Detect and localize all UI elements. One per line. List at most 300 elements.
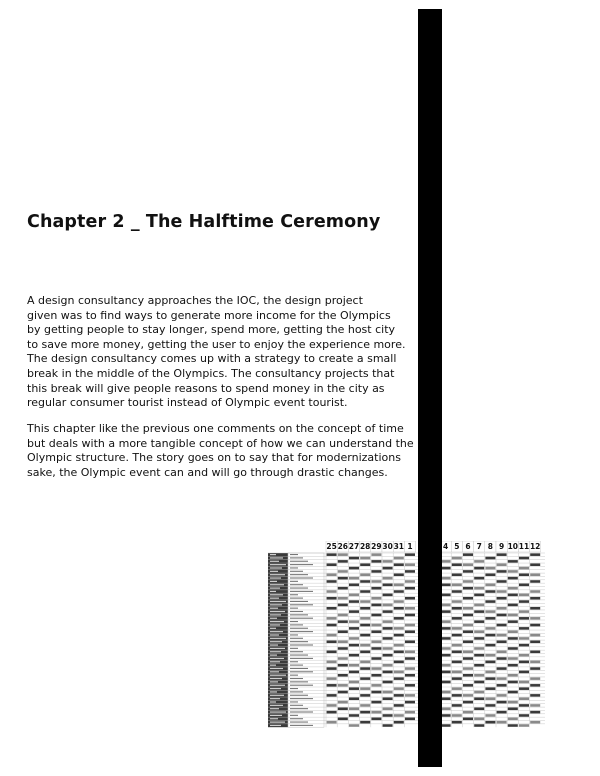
event-session-cell [371, 641, 381, 644]
event-session-cell [485, 617, 495, 620]
event-session-cell [441, 664, 451, 667]
event-session-cell [508, 604, 518, 607]
event-session-cell [497, 607, 507, 610]
event-session-cell [338, 587, 348, 590]
event-session-cell [371, 674, 381, 677]
event-session-cell [383, 604, 393, 607]
event-session-cell [441, 577, 451, 580]
event-session-cell [327, 711, 337, 714]
event-session-cell [371, 560, 381, 563]
event-session-cell [452, 651, 462, 654]
sport-name-text [270, 614, 281, 615]
event-session-cell [485, 704, 495, 707]
event-session-cell [497, 651, 507, 654]
sport-name-text [270, 611, 285, 612]
sport-name-text [270, 648, 285, 649]
text-line: given was to find ways to generate more income for the Olympics [27, 308, 391, 322]
event-session-cell [497, 667, 507, 670]
event-session-cell [349, 610, 359, 613]
event-session-cell [485, 557, 495, 560]
event-session-cell [383, 671, 393, 674]
event-session-cell [452, 617, 462, 620]
event-session-cell [405, 684, 415, 687]
event-session-cell [405, 718, 415, 721]
event-session-cell [485, 644, 495, 647]
sport-name-text [270, 638, 286, 639]
event-name-text [290, 561, 308, 562]
event-session-cell [405, 657, 415, 660]
day-number: 8 [487, 542, 494, 551]
event-session-cell [327, 661, 337, 664]
event-name-text [290, 574, 308, 575]
event-session-cell [371, 570, 381, 573]
event-session-cell [405, 630, 415, 633]
event-name-text [290, 608, 298, 609]
sport-name-text [270, 591, 276, 592]
event-session-cell [371, 657, 381, 660]
event-session-cell [360, 687, 370, 690]
event-session-cell [383, 708, 393, 711]
event-session-cell [508, 681, 518, 684]
event-session-cell [463, 563, 473, 566]
event-name-text [290, 564, 313, 565]
event-session-cell [349, 637, 359, 640]
event-session-cell [519, 567, 529, 570]
event-session-cell [441, 567, 451, 570]
event-session-cell [394, 557, 404, 560]
event-session-cell [338, 553, 348, 556]
event-session-cell [383, 567, 393, 570]
event-session-cell [474, 674, 484, 677]
event-name-text [290, 705, 303, 706]
sport-name-text [270, 641, 282, 642]
event-session-cell [474, 560, 484, 563]
event-session-cell [338, 708, 348, 711]
event-session-cell [405, 641, 415, 644]
event-session-cell [485, 600, 495, 603]
event-session-cell [474, 664, 484, 667]
event-session-cell [463, 651, 473, 654]
sport-name-text [270, 715, 282, 716]
event-session-cell [474, 604, 484, 607]
sport-name-text [270, 668, 283, 669]
event-session-cell [474, 630, 484, 633]
olympic-schedule-grid [268, 541, 545, 728]
event-session-cell [383, 697, 393, 700]
event-session-cell [441, 627, 451, 630]
event-session-cell [327, 574, 337, 577]
event-session-cell [371, 604, 381, 607]
event-session-cell [383, 724, 393, 727]
event-session-cell [519, 714, 529, 717]
event-session-cell [463, 701, 473, 704]
event-session-cell [530, 661, 540, 664]
event-session-cell [360, 624, 370, 627]
event-name-text [290, 695, 308, 696]
event-session-cell [508, 577, 518, 580]
event-session-cell [405, 580, 415, 583]
event-session-cell [327, 721, 337, 724]
event-session-cell [338, 604, 348, 607]
event-session-cell [519, 654, 529, 657]
event-session-cell [530, 704, 540, 707]
event-session-cell [452, 590, 462, 593]
event-session-cell [508, 718, 518, 721]
event-session-cell [394, 714, 404, 717]
event-name-text [290, 601, 308, 602]
event-session-cell [371, 630, 381, 633]
sport-name-text [270, 658, 284, 659]
event-session-cell [474, 620, 484, 623]
event-name-text [290, 571, 303, 572]
event-session-cell [519, 704, 529, 707]
event-session-cell [383, 664, 393, 667]
day-number: 31 [393, 542, 405, 551]
event-session-cell [485, 721, 495, 724]
event-session-cell [441, 560, 451, 563]
event-session-cell [394, 651, 404, 654]
event-session-cell [371, 684, 381, 687]
event-session-cell [360, 704, 370, 707]
event-session-cell [530, 617, 540, 620]
event-session-cell [530, 721, 540, 724]
event-session-cell [530, 677, 540, 680]
event-session-cell [508, 620, 518, 623]
event-session-cell [338, 620, 348, 623]
event-session-cell [441, 647, 451, 650]
event-session-cell [463, 607, 473, 610]
event-session-cell [441, 637, 451, 640]
event-session-cell [383, 714, 393, 717]
event-name-text [290, 624, 303, 625]
event-session-cell [394, 721, 404, 724]
day-number: 11 [518, 542, 530, 551]
event-name-text [290, 594, 298, 595]
sport-name-text [270, 554, 276, 555]
event-session-cell [519, 671, 529, 674]
event-session-cell [338, 630, 348, 633]
event-session-cell [394, 607, 404, 610]
event-session-cell [383, 584, 393, 587]
event-session-cell [441, 620, 451, 623]
event-session-cell [405, 570, 415, 573]
event-session-cell [497, 553, 507, 556]
event-session-cell [383, 594, 393, 597]
event-session-cell [530, 634, 540, 637]
event-session-cell [497, 677, 507, 680]
sport-name-text [270, 594, 283, 595]
day-number: 5 [454, 542, 460, 551]
sport-name-text [270, 678, 282, 679]
event-session-cell [497, 657, 507, 660]
text-line: this break will give people reasons to spend money in the city as [27, 381, 385, 395]
sport-name-text [270, 711, 286, 712]
event-session-cell [474, 654, 484, 657]
event-session-cell [508, 664, 518, 667]
event-session-cell [349, 681, 359, 684]
event-name-text [290, 678, 303, 679]
sport-name-text [270, 631, 283, 632]
event-session-cell [508, 560, 518, 563]
event-name-text [290, 557, 303, 558]
sport-name-text [270, 604, 282, 605]
event-session-cell [349, 724, 359, 727]
event-session-cell [497, 634, 507, 637]
event-session-cell [463, 684, 473, 687]
event-session-cell [485, 697, 495, 700]
event-session-cell [485, 677, 495, 680]
sport-name-text [270, 567, 282, 568]
day-number: 7 [476, 542, 482, 551]
event-session-cell [405, 624, 415, 627]
event-session-cell [441, 610, 451, 613]
event-name-text [290, 628, 308, 629]
event-name-text [290, 554, 298, 555]
event-session-cell [371, 691, 381, 694]
event-session-cell [497, 624, 507, 627]
event-name-text [290, 708, 308, 709]
sport-name-text [270, 608, 278, 609]
event-name-text [290, 591, 313, 592]
event-session-cell [452, 714, 462, 717]
sport-name-text [270, 688, 281, 689]
event-session-cell [485, 671, 495, 674]
event-session-cell [349, 577, 359, 580]
event-session-cell [360, 600, 370, 603]
sport-name-text [270, 708, 279, 709]
event-name-text [290, 648, 298, 649]
event-session-cell [371, 718, 381, 721]
event-name-text [290, 685, 313, 686]
event-session-cell [463, 674, 473, 677]
sport-name-text [270, 577, 281, 578]
event-session-cell [530, 667, 540, 670]
event-name-text [290, 668, 308, 669]
event-session-cell [452, 661, 462, 664]
event-session-cell [463, 667, 473, 670]
event-session-cell [405, 667, 415, 670]
event-session-cell [349, 644, 359, 647]
event-session-cell [327, 684, 337, 687]
event-session-cell [508, 674, 518, 677]
sport-name-text [270, 618, 277, 619]
event-session-cell [338, 560, 348, 563]
event-session-cell [360, 677, 370, 680]
event-session-cell [530, 694, 540, 697]
event-session-cell [360, 661, 370, 664]
event-session-cell [452, 627, 462, 630]
event-session-cell [474, 594, 484, 597]
event-session-cell [530, 641, 540, 644]
event-session-cell [497, 590, 507, 593]
event-session-cell [338, 657, 348, 660]
event-session-cell [441, 594, 451, 597]
text-line: to save more money, getting the user to enjoy the experience more. [27, 337, 406, 351]
day-number: 30 [382, 542, 393, 551]
event-session-cell [338, 597, 348, 600]
sport-name-text [270, 598, 279, 599]
event-session-cell [452, 694, 462, 697]
event-session-cell [530, 711, 540, 714]
event-session-cell [383, 610, 393, 613]
event-session-cell [463, 553, 473, 556]
event-name-text [290, 577, 313, 578]
event-session-cell [463, 711, 473, 714]
event-session-cell [452, 607, 462, 610]
event-session-cell [338, 691, 348, 694]
event-name-text [290, 631, 313, 632]
event-session-cell [338, 664, 348, 667]
event-session-cell [371, 580, 381, 583]
event-name-text [290, 604, 313, 605]
event-session-cell [441, 681, 451, 684]
sport-name-text [270, 571, 278, 572]
event-session-cell [360, 721, 370, 724]
event-session-cell [474, 697, 484, 700]
day-number: 12 [529, 542, 541, 551]
event-session-cell [394, 600, 404, 603]
event-session-cell [508, 724, 518, 727]
event-name-text [290, 581, 298, 582]
event-session-cell [530, 624, 540, 627]
event-session-cell [360, 580, 370, 583]
event-session-cell [360, 667, 370, 670]
event-session-cell [452, 704, 462, 707]
event-session-cell [463, 587, 473, 590]
event-name-text [290, 698, 313, 699]
event-session-cell [338, 701, 348, 704]
sport-name-text [270, 718, 278, 719]
text-line: break in the middle of the Olympics. The consultancy projects that [27, 366, 395, 380]
event-session-cell [508, 657, 518, 660]
event-name-text [290, 715, 298, 716]
event-session-cell [519, 617, 529, 620]
event-session-cell [463, 624, 473, 627]
event-session-cell [452, 574, 462, 577]
text-line: A design consultancy approaches the IOC, the design project [27, 294, 363, 307]
event-session-cell [383, 691, 393, 694]
event-session-cell [371, 667, 381, 670]
event-session-cell [441, 604, 451, 607]
event-session-cell [360, 651, 370, 654]
event-session-cell [497, 721, 507, 724]
event-session-cell [394, 590, 404, 593]
event-session-cell [497, 641, 507, 644]
sport-name-text [270, 621, 284, 622]
event-session-cell [508, 701, 518, 704]
event-name-text [290, 658, 313, 659]
sport-name-text [270, 681, 278, 682]
event-session-cell [349, 600, 359, 603]
event-session-cell [349, 567, 359, 570]
event-session-cell [405, 711, 415, 714]
event-session-cell [497, 711, 507, 714]
event-name-text [290, 614, 308, 615]
event-session-cell [383, 577, 393, 580]
event-session-cell [485, 584, 495, 587]
event-session-cell [508, 708, 518, 711]
event-session-cell [394, 694, 404, 697]
day-number: 25 [326, 542, 337, 551]
event-session-cell [405, 694, 415, 697]
sport-name-text [270, 685, 285, 686]
event-session-cell [519, 627, 529, 630]
sport-name-text [270, 722, 285, 723]
event-session-cell [349, 671, 359, 674]
text-line: The design consultancy comes up with a strategy to create a small [27, 352, 397, 366]
event-name-text [290, 567, 298, 568]
event-name-text [290, 588, 308, 589]
event-session-cell [497, 570, 507, 573]
event-session-cell [474, 610, 484, 613]
day-number: 29 [371, 542, 382, 551]
commentary-paragraph [27, 422, 447, 480]
event-session-cell [508, 630, 518, 633]
event-session-cell [497, 597, 507, 600]
event-session-cell [474, 681, 484, 684]
event-name-text [290, 665, 303, 666]
event-session-cell [394, 671, 404, 674]
chapter-title: Chapter 2 _ The Halftime Ceremony [27, 212, 381, 232]
event-session-cell [405, 597, 415, 600]
day-number: 28 [359, 542, 371, 551]
event-session-cell [371, 647, 381, 650]
event-session-cell [474, 708, 484, 711]
event-session-cell [485, 590, 495, 593]
event-session-cell [485, 687, 495, 690]
sport-name-text [270, 661, 280, 662]
text-line: by getting people to stay longer, spend more, getting the host city [27, 323, 396, 337]
event-session-cell [360, 574, 370, 577]
event-session-cell [360, 557, 370, 560]
sport-name-text [270, 574, 285, 575]
event-session-cell [360, 617, 370, 620]
event-session-cell [485, 610, 495, 613]
event-session-cell [485, 574, 495, 577]
event-session-cell [508, 570, 518, 573]
event-session-cell [452, 557, 462, 560]
event-session-cell [338, 641, 348, 644]
sport-name-text [270, 655, 277, 656]
event-session-cell [441, 724, 451, 727]
event-session-cell [463, 641, 473, 644]
sport-name-text [270, 651, 281, 652]
event-session-cell [452, 644, 462, 647]
event-session-cell [349, 594, 359, 597]
event-session-cell [508, 647, 518, 650]
event-session-cell [383, 627, 393, 630]
event-name-text [290, 722, 308, 723]
sport-name-text [270, 557, 283, 558]
event-session-cell [485, 627, 495, 630]
event-name-text [290, 681, 308, 682]
event-session-cell [349, 627, 359, 630]
day-number: 6 [465, 542, 471, 551]
event-session-cell [338, 718, 348, 721]
sport-name-text [270, 665, 276, 666]
event-session-cell [463, 597, 473, 600]
event-session-cell [474, 724, 484, 727]
event-session-cell [327, 641, 337, 644]
event-session-cell [474, 718, 484, 721]
event-session-cell [452, 634, 462, 637]
sport-name-text [270, 691, 277, 692]
event-session-cell [405, 587, 415, 590]
intro-paragraph [27, 294, 447, 411]
event-session-cell [519, 637, 529, 640]
event-session-cell [360, 607, 370, 610]
text-line: sake, the Olympic event can and will go through drastic changes. [27, 465, 388, 479]
